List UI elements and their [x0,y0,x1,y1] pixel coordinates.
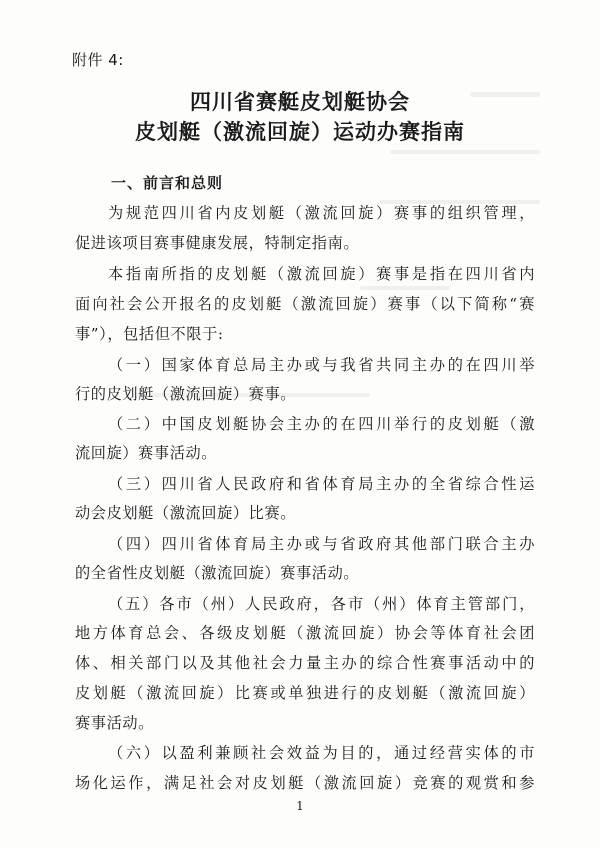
body-line: 本指南所指的皮划艇（激流回旋）赛事是指在四川省内 [108,265,535,283]
body-line: 场化运作，满足社会对皮划艇（激流回旋）竞赛的观赏和参 [75,774,535,792]
body-line: 为规范四川省内皮划艇（激流回旋）赛事的组织管理， [108,204,535,222]
scan-artifact [360,286,450,290]
body-line: 动会皮划艇（激流回旋）比赛。 [75,504,297,522]
body-line: 行的皮划艇（激流回旋）赛事。 [75,385,297,403]
body-line: 流回旋）赛事活动。 [75,444,218,462]
attachment-label: 附件 4: [72,51,124,69]
body-line: （一）国家体育总局主办或与我省共同主办的在四川举 [108,356,535,374]
body-line: 体、相关部门以及其他社会力量主办的综合性赛事活动中的 [75,654,535,672]
body-line: 面向社会公开报名的皮划艇（激流回旋）赛事（以下简称“赛 [75,295,535,313]
body-line: 促进该项目赛事健康发展，特制定指南。 [75,234,360,252]
body-line: （四）四川省体育局主办或与省政府其他部门联合主办 [108,535,535,553]
body-line: 皮划艇（激流回旋）比赛或单独进行的皮划艇（激流回旋） [75,684,535,702]
body-line: （六）以盈利兼顾社会效益为目的，通过经营实体的市 [108,744,535,762]
body-line: 赛事活动。 [75,714,154,732]
page-number: 1 [296,799,304,813]
body-line: （三）四川省人民政府和省体育局主办的全省综合性运 [108,475,535,493]
body-line: 事”），包括但不限于: [75,325,224,343]
body-line: 的全省性皮划艇（激流回旋）赛事活动。 [75,564,360,582]
scan-artifact [390,150,540,154]
body-line: （五）各市（州）人民政府，各市（州）体育主管部门， [108,595,535,613]
body-line: 地方体育总会、各级皮划艇（激流回旋）协会等体育社会团 [75,624,535,642]
section-heading: 一、前言和总则 [111,174,224,192]
document-title-line-1: 四川省赛艇皮划艇协会 [190,89,410,114]
body-line: （二）中国皮划艇协会主办的在四川举行的皮划艇（激 [108,415,535,433]
document-title-line-2: 皮划艇（激流回旋）运动办赛指南 [135,119,465,144]
